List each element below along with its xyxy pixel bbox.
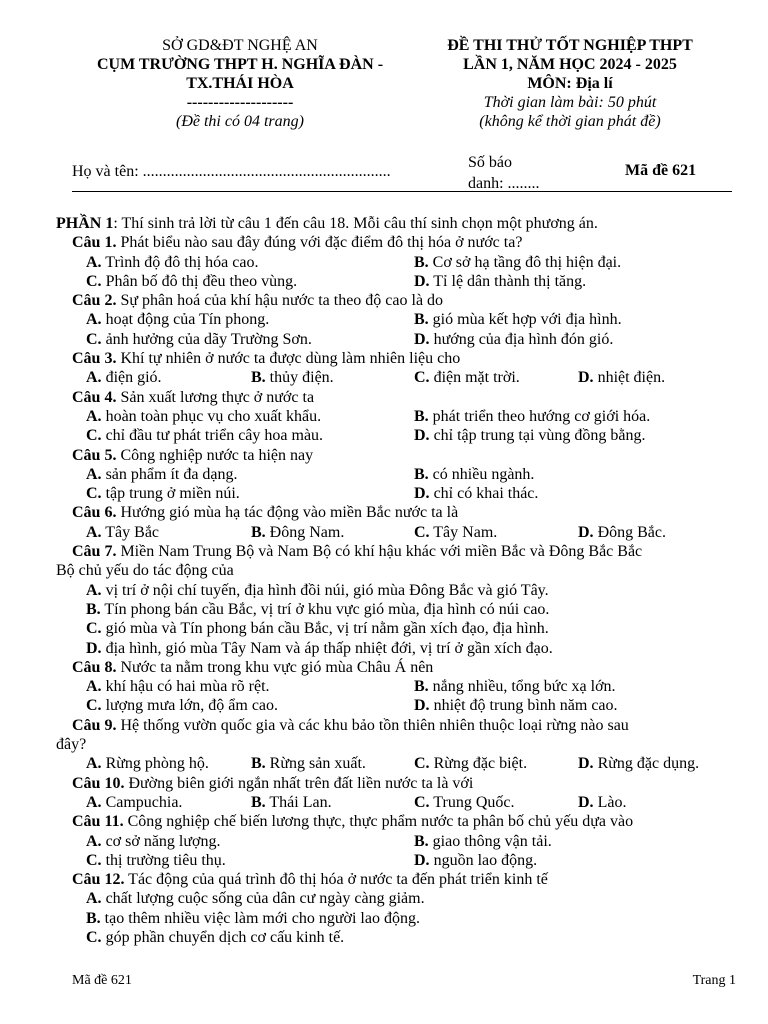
option-text: gió mùa kết hợp với địa hình. bbox=[432, 311, 622, 329]
option-text: tập trung ở miền núi. bbox=[105, 485, 240, 503]
option-letter: B. bbox=[86, 600, 101, 618]
school-header bbox=[60, 36, 420, 131]
answer-option bbox=[86, 910, 420, 927]
options-row bbox=[56, 330, 732, 349]
options-row bbox=[56, 677, 732, 696]
answer-option bbox=[86, 793, 182, 812]
exam-duration: Thời gian làm bài: 50 phút bbox=[483, 94, 657, 111]
option-text: hoạt động của Tín phong. bbox=[105, 311, 270, 329]
option-letter: B. bbox=[251, 523, 266, 541]
question-stem bbox=[56, 503, 732, 522]
answer-option bbox=[251, 754, 366, 773]
options-row bbox=[56, 310, 732, 329]
option-letter: D. bbox=[414, 272, 430, 290]
answer-option bbox=[578, 754, 699, 773]
option-letter: A. bbox=[86, 793, 102, 811]
option-letter: B. bbox=[414, 407, 429, 425]
option-text: chỉ có khai thác. bbox=[433, 485, 539, 503]
option-letter: D. bbox=[414, 427, 430, 445]
question-label: Câu 5. bbox=[72, 446, 117, 464]
option-text: điện gió. bbox=[105, 369, 162, 387]
question-text: Công nghiệp chế biến lương thực, thực phẩm nước ta phân bố chủ yếu dựa vào bbox=[123, 813, 634, 831]
option-letter: C. bbox=[86, 697, 102, 715]
option-letter: A. bbox=[86, 890, 102, 908]
question-text: Sự phân hoá của khí hậu nước ta theo độ cao là do bbox=[116, 292, 444, 310]
option-text: chỉ tập trung tại vùng đồng bằng. bbox=[433, 427, 646, 445]
answer-option bbox=[578, 368, 665, 387]
answer-option bbox=[414, 407, 650, 426]
option-letter: C. bbox=[414, 523, 430, 541]
option-letter: C. bbox=[414, 369, 430, 387]
option-text: chất lượng cuộc sống của dân cư ngày càng giảm. bbox=[105, 890, 425, 908]
option-letter: C. bbox=[86, 330, 102, 348]
option-letter: D. bbox=[578, 523, 594, 541]
answer-option bbox=[86, 696, 278, 715]
question-label: Câu 3. bbox=[72, 350, 117, 368]
options-row bbox=[56, 909, 732, 928]
question-text-continued: đây? bbox=[56, 736, 87, 754]
question-label: Câu 4. bbox=[72, 388, 117, 406]
candidate-number-field bbox=[468, 152, 540, 194]
exam-title: ĐỀ THI THỬ TỐT NGHIỆP THPT bbox=[447, 37, 693, 54]
options-row bbox=[56, 407, 732, 426]
option-text: Tín phong bán cầu Bắc, vị trí ở khu vực gió mùa, địa hình có núi cao. bbox=[104, 600, 550, 618]
option-letter: D. bbox=[86, 639, 102, 657]
option-letter: B. bbox=[251, 755, 266, 773]
question-text: Công nghiệp nước ta hiện nay bbox=[116, 446, 314, 464]
part-instruction: : Thí sinh trả lời từ câu 1 đến câu 18. Mỗi câu thí sinh chọn một phương án. bbox=[113, 215, 598, 232]
answer-option bbox=[86, 851, 226, 870]
question-label: Câu 12. bbox=[72, 871, 125, 889]
option-letter: C. bbox=[86, 485, 102, 503]
option-letter: D. bbox=[414, 330, 430, 348]
option-text: Rừng sản xuất. bbox=[269, 755, 366, 773]
options-row bbox=[56, 368, 732, 387]
candidate-name-field: Họ và tên: .............................................................. bbox=[72, 163, 391, 180]
option-text: lượng mưa lớn, độ ẩm cao. bbox=[105, 697, 279, 715]
answer-option bbox=[86, 272, 297, 291]
option-text: Tỉ lệ dân thành thị tăng. bbox=[433, 272, 587, 290]
option-letter: D. bbox=[578, 369, 594, 387]
option-text: điện mặt trời. bbox=[433, 369, 520, 387]
option-text: Rừng phòng hộ. bbox=[105, 755, 209, 773]
answer-option bbox=[414, 426, 646, 445]
option-text: hoàn toàn phục vụ cho xuất khẩu. bbox=[105, 407, 322, 425]
sbd-line-2: danh: ........ bbox=[468, 175, 540, 192]
answer-option bbox=[414, 793, 514, 812]
answer-option bbox=[86, 465, 238, 484]
options-row bbox=[56, 426, 732, 445]
options-row bbox=[56, 600, 732, 619]
answer-option bbox=[414, 465, 534, 484]
option-text: thị trường tiêu thụ. bbox=[105, 851, 226, 869]
options-row bbox=[56, 465, 732, 484]
answer-option bbox=[86, 620, 549, 637]
question-text: Đường biên giới ngắn nhất trên đất liền nước ta là với bbox=[124, 774, 474, 792]
answer-option bbox=[251, 523, 344, 542]
option-text: Thái Lan. bbox=[269, 793, 332, 811]
exam-code: Mã đề 621 bbox=[625, 162, 697, 179]
options-row bbox=[56, 851, 732, 870]
option-letter: B. bbox=[251, 369, 266, 387]
option-text: Campuchia. bbox=[105, 793, 183, 811]
options-row bbox=[56, 889, 732, 908]
question-text: Khí tự nhiên ở nước ta được dùng làm nhiên liệu cho bbox=[116, 350, 461, 368]
question-stem bbox=[56, 349, 732, 368]
question-label: Câu 10. bbox=[72, 774, 125, 792]
answer-option bbox=[86, 253, 258, 272]
option-text: phát triển theo hướng cơ giới hóa. bbox=[432, 407, 651, 425]
question-stem bbox=[56, 658, 732, 677]
option-letter: B. bbox=[414, 465, 429, 483]
options-row bbox=[56, 832, 732, 851]
answer-option bbox=[86, 407, 321, 426]
question-stem bbox=[56, 870, 732, 889]
option-letter: D. bbox=[414, 697, 430, 715]
option-text: tạo thêm nhiều việc làm mới cho người lao động. bbox=[104, 909, 420, 927]
option-letter: B. bbox=[86, 909, 101, 927]
question-stem bbox=[56, 388, 732, 407]
options-row bbox=[56, 619, 732, 638]
question-label: Câu 9. bbox=[72, 716, 117, 734]
options-row bbox=[56, 253, 732, 272]
option-letter: C. bbox=[414, 793, 430, 811]
option-letter: D. bbox=[414, 485, 430, 503]
option-letter: C. bbox=[86, 928, 102, 946]
question-label: Câu 11. bbox=[72, 813, 124, 831]
question-text-continued: Bộ chủ yếu do tác động của bbox=[56, 562, 234, 580]
option-text: vị trí ở nội chí tuyến, địa hình đồi núi, gió mùa Đông Bắc và gió Tây. bbox=[105, 581, 549, 599]
option-text: hướng của địa hình đón gió. bbox=[433, 330, 614, 348]
option-text: Tây Bắc bbox=[105, 523, 160, 541]
answer-option bbox=[86, 523, 159, 542]
exam-duration-note: (không kể thời gian phát đề) bbox=[479, 113, 661, 130]
question-text: Sản xuất lương thực ở nước ta bbox=[116, 388, 315, 406]
options-row bbox=[56, 484, 732, 503]
answer-option bbox=[578, 793, 626, 812]
options-row bbox=[56, 793, 732, 812]
question-stem bbox=[56, 812, 732, 831]
option-text: Tây Nam. bbox=[433, 523, 498, 541]
option-letter: A. bbox=[86, 581, 102, 599]
option-text: Rừng đặc biệt. bbox=[433, 755, 528, 773]
answer-option bbox=[86, 601, 549, 618]
option-letter: B. bbox=[251, 793, 266, 811]
option-text: Trình độ đô thị hóa cao. bbox=[105, 253, 259, 271]
option-letter: A. bbox=[86, 369, 102, 387]
answer-option bbox=[86, 368, 162, 387]
exam-header bbox=[400, 36, 740, 131]
option-text: chỉ đầu tư phát triển cây hoa màu. bbox=[105, 427, 324, 445]
option-letter: A. bbox=[86, 523, 102, 541]
option-text: nắng nhiều, tổng bức xạ lớn. bbox=[432, 678, 616, 696]
option-text: nhiệt độ trung bình năm cao. bbox=[433, 697, 618, 715]
option-letter: C. bbox=[86, 427, 102, 445]
school-cluster-name: CỤM TRƯỜNG THPT H. NGHĨA ĐÀN - bbox=[96, 56, 384, 73]
option-letter: C. bbox=[86, 851, 102, 869]
exam-subject: MÔN: Địa lí bbox=[527, 75, 613, 92]
option-letter: A. bbox=[86, 465, 102, 483]
option-letter: C. bbox=[86, 272, 102, 290]
options-row bbox=[56, 639, 732, 658]
option-text: ảnh hưởng của dãy Trường Sơn. bbox=[105, 330, 312, 348]
answer-option bbox=[414, 272, 586, 291]
option-text: sản phẩm ít đa dạng. bbox=[105, 465, 238, 483]
question-text: Miền Nam Trung Bộ và Nam Bộ có khí hậu khác với miền Bắc và Đông Bắc Bắc bbox=[116, 543, 643, 561]
answer-option bbox=[578, 523, 666, 542]
options-row bbox=[56, 272, 732, 291]
questions-content bbox=[56, 214, 732, 947]
answer-option bbox=[414, 484, 538, 503]
answer-option bbox=[414, 368, 520, 387]
footer-exam-code: Mã đề 621 bbox=[72, 973, 132, 988]
answer-option bbox=[414, 330, 613, 349]
answer-option bbox=[86, 484, 240, 503]
options-row bbox=[56, 754, 732, 773]
question-stem bbox=[56, 542, 732, 561]
option-letter: A. bbox=[86, 253, 102, 271]
option-letter: A. bbox=[86, 755, 102, 773]
option-letter: A. bbox=[86, 407, 102, 425]
option-letter: D. bbox=[578, 755, 594, 773]
answer-option bbox=[414, 523, 497, 542]
option-letter: B. bbox=[414, 311, 429, 329]
question-text: Phát biểu nào sau đây đúng với đặc điểm đô thị hóa ở nước ta? bbox=[116, 234, 523, 252]
question-label: Câu 8. bbox=[72, 658, 117, 676]
option-text: Đông Bắc. bbox=[597, 523, 666, 541]
option-text: Trung Quốc. bbox=[433, 793, 515, 811]
option-letter: D. bbox=[578, 793, 594, 811]
option-text: Đông Nam. bbox=[269, 523, 345, 541]
option-text: Rừng đặc dụng. bbox=[597, 755, 700, 773]
option-letter: C. bbox=[414, 755, 430, 773]
option-letter: C. bbox=[86, 620, 102, 638]
option-text: Phân bố đô thị đều theo vùng. bbox=[105, 272, 298, 290]
answer-option bbox=[251, 793, 332, 812]
question-stem bbox=[56, 774, 732, 793]
question-label: Câu 6. bbox=[72, 504, 117, 522]
option-letter: D. bbox=[414, 851, 430, 869]
part-label: PHẦN 1 bbox=[56, 215, 114, 232]
options-row bbox=[56, 696, 732, 715]
option-text: thủy điện. bbox=[269, 369, 334, 387]
answer-option bbox=[414, 310, 622, 329]
question-text: Nước ta nằm trong khu vực gió mùa Châu Á nên bbox=[116, 658, 434, 676]
question-stem bbox=[56, 233, 732, 252]
option-text: nguồn lao động. bbox=[433, 851, 538, 869]
footer-page-number: Trang 1 bbox=[692, 973, 736, 988]
answer-option bbox=[414, 677, 616, 696]
option-text: giao thông vận tải. bbox=[432, 832, 552, 850]
page-count-note: (Đề thi có 04 trang) bbox=[176, 113, 304, 130]
part-intro bbox=[56, 214, 732, 233]
option-text: cơ sở năng lượng. bbox=[105, 832, 221, 850]
header-divider: -------------------- bbox=[186, 94, 294, 111]
header-rule bbox=[72, 191, 732, 192]
department-name: SỞ GD&ĐT NGHỆ AN bbox=[162, 37, 318, 54]
option-text: góp phần chuyển dịch cơ cấu kinh tế. bbox=[105, 928, 345, 946]
question-text: Tác động của quá trình đô thị hóa ở nước ta đến phát triển kinh tế bbox=[124, 871, 548, 889]
answer-option bbox=[86, 677, 270, 696]
option-text: nhiệt điện. bbox=[597, 369, 666, 387]
answer-option bbox=[86, 330, 312, 349]
question-stem bbox=[56, 716, 732, 735]
option-text: có nhiều ngành. bbox=[432, 465, 535, 483]
option-letter: A. bbox=[86, 678, 102, 696]
option-text: Cơ sở hạ tầng đô thị hiện đại. bbox=[432, 253, 622, 271]
answer-option bbox=[86, 426, 323, 445]
question-label: Câu 2. bbox=[72, 292, 117, 310]
question-text: Hướng gió mùa hạ tác động vào miền Bắc nước ta là bbox=[116, 504, 459, 522]
answer-option bbox=[414, 253, 621, 272]
question-stem bbox=[56, 291, 732, 310]
answer-option bbox=[86, 929, 344, 946]
option-text: gió mùa và Tín phong bán cầu Bắc, vị trí nằm gần xích đạo, địa hình. bbox=[105, 620, 549, 638]
answer-option bbox=[86, 754, 209, 773]
option-letter: A. bbox=[86, 311, 102, 329]
option-text: địa hình, gió mùa Tây Nam và áp thấp nhiệt đới, vị trí ở gần xích đạo. bbox=[105, 639, 553, 657]
answer-option bbox=[414, 832, 552, 851]
answer-option bbox=[86, 832, 221, 851]
answer-option bbox=[86, 582, 549, 599]
question-label: Câu 1. bbox=[72, 234, 117, 252]
answer-option bbox=[86, 640, 553, 657]
question-text: Hệ thống vườn quốc gia và các khu bảo tồn thiên nhiên thuộc loại rừng nào sau bbox=[116, 716, 629, 734]
option-text: Lào. bbox=[597, 793, 627, 811]
options-row bbox=[56, 523, 732, 542]
exam-session: LẦN 1, NĂM HỌC 2024 - 2025 bbox=[463, 56, 677, 73]
options-row bbox=[56, 581, 732, 600]
options-row bbox=[56, 928, 732, 947]
answer-option bbox=[86, 890, 425, 907]
option-letter: B. bbox=[414, 832, 429, 850]
option-letter: B. bbox=[414, 253, 429, 271]
answer-option bbox=[86, 310, 269, 329]
question-label: Câu 7. bbox=[72, 543, 117, 561]
option-letter: B. bbox=[414, 678, 429, 696]
question-stem bbox=[56, 446, 732, 465]
answer-option bbox=[414, 851, 537, 870]
sbd-line-1: Số báo bbox=[468, 154, 512, 171]
answer-option bbox=[251, 368, 334, 387]
school-town-name: TX.THÁI HÒA bbox=[186, 75, 294, 92]
answer-option bbox=[414, 754, 527, 773]
answer-option bbox=[414, 696, 618, 715]
option-letter: A. bbox=[86, 832, 102, 850]
option-text: khí hậu có hai mùa rõ rệt. bbox=[105, 678, 270, 696]
